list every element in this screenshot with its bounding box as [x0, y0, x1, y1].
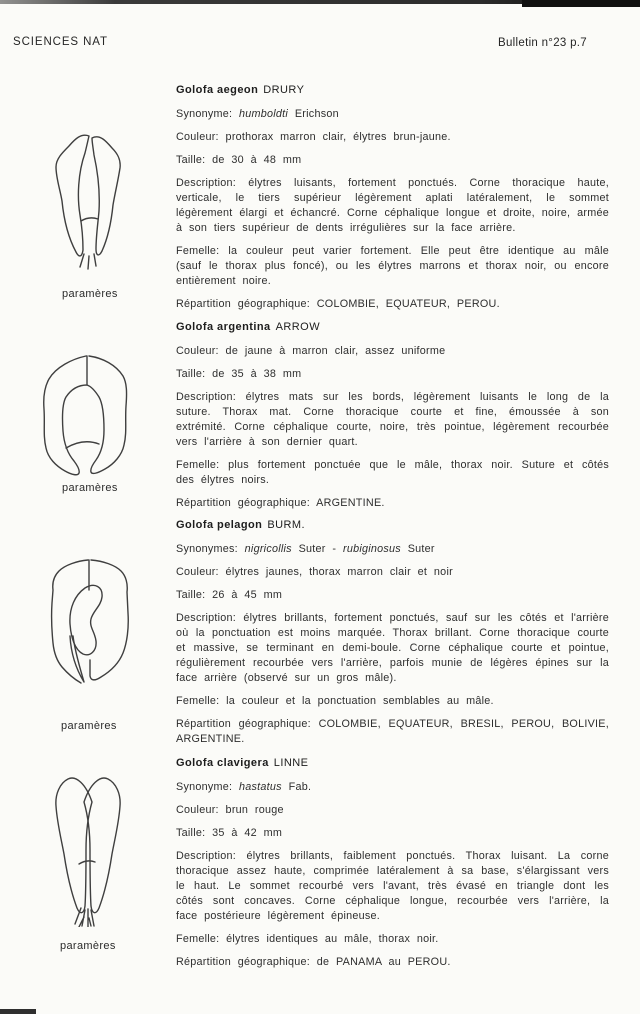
synonym-label: Synonyme: — [176, 781, 240, 793]
description-paragraph: Description: élytres mats sur les bords, légèrement luisants le long de la suture. Thorax mat. Corne thoracique courte et fine, émoussée à son extrémité. Corne céphalique courte, noire, très pointue, légèrement recourbée vers l'arrière à son dernier quart. — [176, 391, 609, 448]
species-author: BURM. — [267, 519, 306, 531]
description-paragraph: Description: élytres brillants, fortement ponctués, sauf sur les côtés et l'arrière où la ponctuation est moins marquée. Thorax brillant. Corne thoracique courte et massive, se terminant en demi-boule. Corne céphalique courte et pointue, régulièrement recourbée vers l'arrière, parfois munie de légères épines sur la face arrière (observé sur un gros mâle). — [176, 612, 609, 684]
species-name: Golofa pelagon — [176, 519, 263, 531]
species-title — [176, 518, 609, 533]
species-title — [176, 756, 609, 771]
parameres-drawing-icon — [48, 772, 128, 927]
figure-caption: paramères — [60, 940, 116, 952]
synonym-species-2: rubiginosus — [342, 543, 401, 555]
parameres-drawing-icon — [50, 133, 126, 273]
description-paragraph: Description: élytres brillants, faiblement ponctués. Thorax luisant. La corne thoracique assez haute, comprimée latéralement à sa base, s'élargissant vers le haut. Le sommet recourbé vers l'avant, très évasé en triangle dont les côtés sont concaves. Corne céphalique longue, recourbée vers l'arrière, la face postérieure légèrement épineuse. — [176, 850, 609, 922]
species-name: Golofa clavigera — [176, 757, 269, 769]
journal-name: SCIENCES NAT — [13, 36, 108, 48]
taille-line: Taille: 35 à 42 mm — [176, 827, 283, 839]
figure-caption: paramères — [62, 288, 118, 300]
couleur-line: Couleur: brun rouge — [176, 804, 284, 816]
parameres-drawing-icon — [43, 558, 131, 684]
species-author: ARROW — [275, 321, 321, 333]
femelle-paragraph: Femelle: élytres identiques au mâle, thorax noir. — [176, 933, 439, 945]
couleur-line: Couleur: de jaune à marron clair, assez uniforme — [176, 345, 446, 357]
repartition-paragraph: Répartition géographique: ARGENTINE. — [176, 497, 385, 509]
repartition-paragraph: Répartition géographique: de PANAMA au PEROU. — [176, 956, 451, 968]
synonym-author-2: Suter — [400, 543, 435, 555]
repartition-paragraph: Répartition géographique: COLOMBIE, EQUATEUR, PEROU. — [176, 298, 500, 310]
species-entry-aegeon — [176, 83, 609, 320]
taille-line: Taille: 26 à 45 mm — [176, 589, 283, 601]
species-entry-clavigera — [176, 756, 609, 978]
species-name: Golofa argentina — [176, 321, 271, 333]
synonym-species: hastatus — [239, 781, 282, 793]
species-name: Golofa aegeon — [176, 84, 259, 96]
femelle-paragraph: Femelle: la couleur et la ponctuation semblables au mâle. — [176, 695, 494, 707]
parameres-drawing-icon — [35, 352, 135, 480]
figure-caption: paramères — [61, 720, 117, 732]
figure-caption: paramères — [62, 482, 118, 494]
femelle-paragraph: Femelle: la couleur peut varier fortement. Elle peut être identique au mâle (sauf le thorax plus foncé), ou les élytres marrons et thorax noir, ou encore entièrement noire. — [176, 245, 609, 287]
species-title — [176, 83, 609, 98]
synonym-label: Synonyme: — [176, 108, 240, 120]
scan-edge-bottom-left — [0, 1009, 36, 1014]
synonym-author: Suter - — [291, 543, 343, 555]
scan-edge-top-right — [522, 0, 640, 7]
taille-line: Taille: de 30 à 48 mm — [176, 154, 302, 166]
species-author: DRURY — [263, 84, 305, 96]
parameres-figure-pelagon — [43, 558, 131, 684]
synonym-line — [176, 780, 609, 795]
synonym-line — [176, 107, 609, 122]
synonym-species: nigricollis — [244, 543, 292, 555]
species-title — [176, 320, 609, 335]
parameres-figure-clavigera — [48, 772, 128, 927]
couleur-line: Couleur: élytres jaunes, thorax marron clair et noir — [176, 566, 453, 578]
synonym-author: Fab. — [281, 781, 312, 793]
parameres-figure-argentina — [35, 352, 135, 480]
repartition-paragraph: Répartition géographique: COLOMBIE, EQUATEUR, BRESIL, PEROU, BOLIVIE, ARGENTINE. — [176, 718, 609, 745]
synonym-author: Erichson — [288, 108, 339, 120]
femelle-paragraph: Femelle: plus fortement ponctuée que le mâle, thorax noir. Suture et côtés des élytres noirs. — [176, 459, 609, 486]
species-entry-pelagon — [176, 518, 609, 755]
parameres-figure-aegeon — [50, 133, 126, 273]
couleur-line: Couleur: prothorax marron clair, élytres brun-jaune. — [176, 131, 451, 143]
taille-line: Taille: de 35 à 38 mm — [176, 368, 302, 380]
synonym-label: Synonymes: — [176, 543, 245, 555]
synonym-line — [176, 542, 609, 557]
description-paragraph: Description: élytres luisants, fortement ponctués. Corne thoracique haute, verticale, le tiers supérieur légèrement aplati latéralement, le sommet légèrement élargi et échancré. Corne céphalique longue et droite, noire, armée à son tiers supérieur de dents irrégulières sur la face arrière. — [176, 177, 609, 234]
synonym-species: humboldti — [239, 108, 289, 120]
bulletin-number: Bulletin n°23 p.7 — [498, 37, 587, 49]
species-entry-argentina — [176, 320, 609, 519]
species-author: LINNE — [273, 757, 309, 769]
